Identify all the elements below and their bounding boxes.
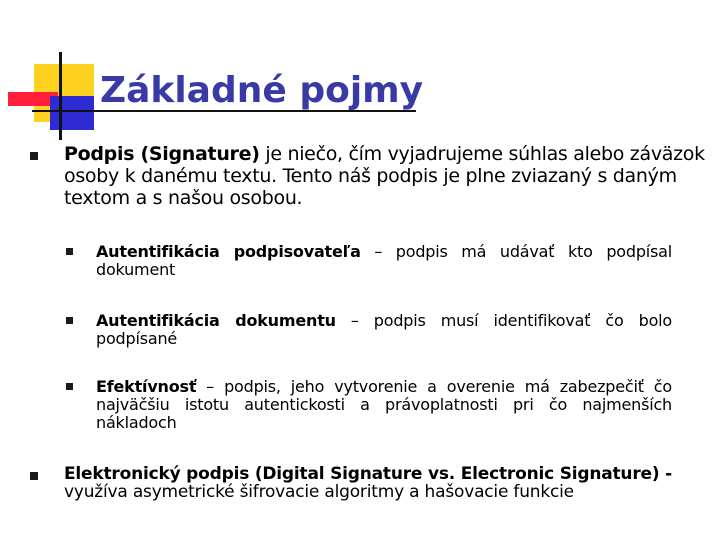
subbullet-bold: Autentifikácia dokumentu (96, 311, 336, 330)
subbullet-autentifikacia-dokumentu (96, 312, 672, 348)
bullet-bold: Podpis (Signature) (64, 143, 260, 165)
decor-blue-square (50, 96, 94, 130)
subbullet-square-icon (66, 248, 73, 255)
subbullet-square-icon (66, 317, 73, 324)
bullet-text: využíva asymetrické šifrovacie algoritmy a hašovacie funkcie (64, 482, 574, 502)
decor-vertical-line (59, 52, 62, 140)
subbullet-efektivnost (96, 378, 672, 432)
bullet-square-icon (30, 472, 38, 480)
bullet-elektronicky-podpis (64, 465, 684, 501)
subbullet-bold: Autentifikácia podpisovateľa (96, 242, 361, 261)
bullet-bold: Elektronický podpis (Digital Signature vs. Electronic Signature) - (64, 464, 672, 484)
subbullet-text: – podpis, jeho vytvorenie a overenie má zabezpečiť čo najväčšiu istotu autentickosti a právoplatnosti pri čo najmenších nákladoch (96, 377, 672, 432)
slide-title: Základné pojmy (100, 70, 424, 111)
bullet-podpis (64, 143, 714, 209)
bullet-text: je niečo, čím vyjadrujeme súhlas alebo záväzok osoby k danému textu. Tento náš podpis je plne zviazaný s daným textom a s našou osobou. (64, 143, 705, 209)
bullet-square-icon (30, 152, 38, 160)
subbullet-bold: Efektívnosť (96, 377, 197, 396)
subbullet-text: – podpis musí identifikovať čo bolo podpísané (96, 311, 672, 348)
subbullet-autentifikacia-podpisovatela (96, 243, 672, 279)
subbullet-text: – podpis má udávať kto podpísal dokument (96, 242, 673, 279)
subbullet-square-icon (66, 383, 73, 390)
